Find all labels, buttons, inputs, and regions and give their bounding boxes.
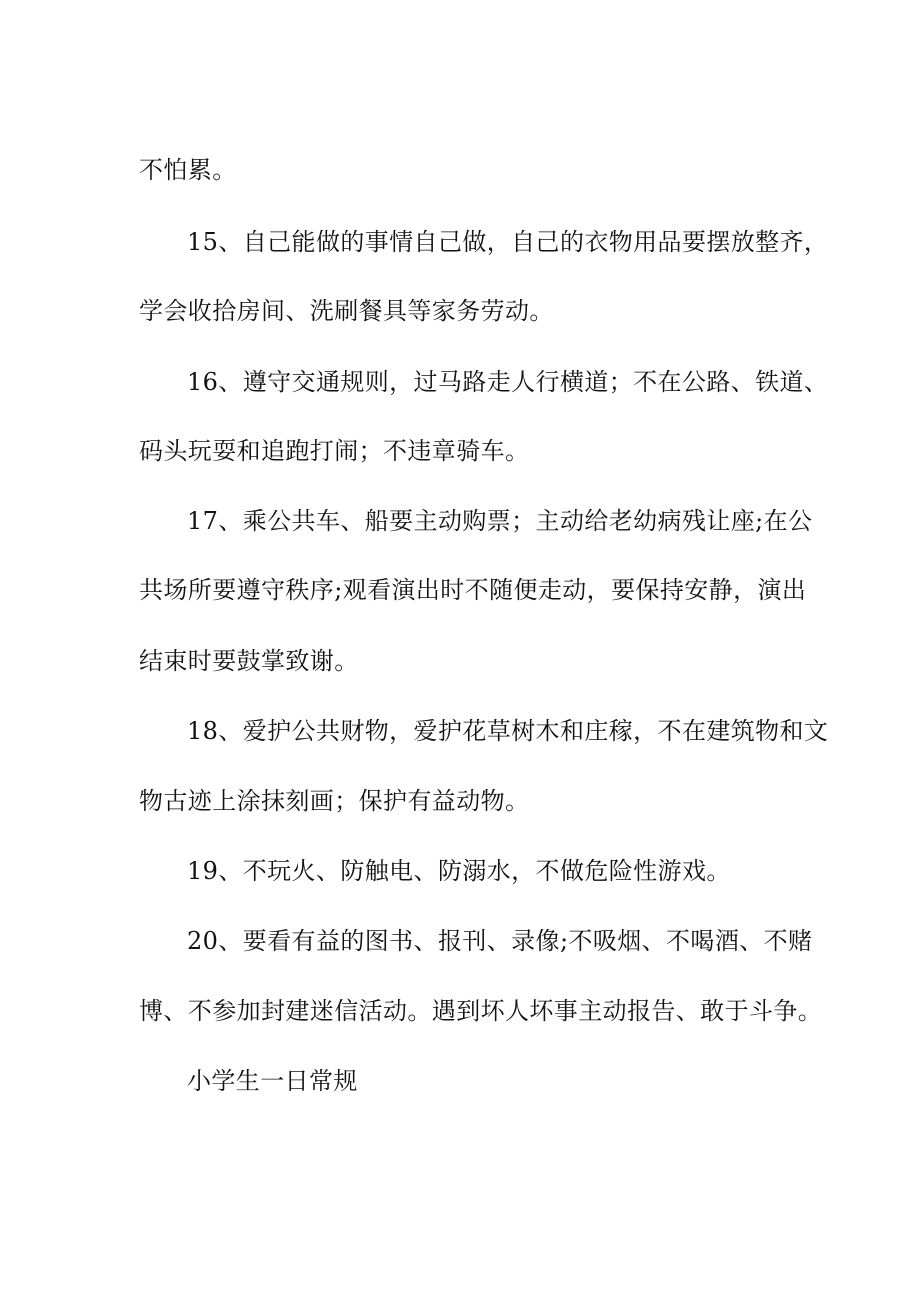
rule-17-line-2: 共场所要遵守秩序;观看演出时不随便走动，要保持安静，演出	[139, 576, 807, 604]
rule-16-line-1: 16、遵守交通规则，过马路走人行横道；不在公路、铁道、	[187, 368, 829, 396]
rule-15-line-1: 15、自己能做的事情自己做，自己的衣物用品要摆放整齐，	[187, 228, 829, 256]
rule-20-line-1: 20、要看有益的图书、报刊、录像;不吸烟、不喝酒、不赌	[187, 927, 813, 955]
rule-18-line-2: 物古迹上涂抹刻画；保护有益动物。	[139, 787, 530, 815]
rule-18-line-1: 18、爱护公共财物，爱护花草树木和庄稼，不在建筑物和文	[187, 717, 829, 745]
rule-15-line-2: 学会收拾房间、洗刷餐具等家务劳动。	[139, 297, 554, 325]
rule-19-line-1: 19、不玩火、防触电、防溺水，不做危险性游戏。	[187, 857, 731, 885]
rule-17-line-3: 结束时要鼓掌致谢。	[139, 647, 359, 675]
section-heading: 小学生一日常规	[187, 1067, 358, 1095]
rule-20-line-2: 博、不参加封建迷信活动。遇到坏人坏事主动报告、敢于斗争。	[139, 997, 823, 1025]
rule-17-line-1: 17、乘公共车、船要主动购票；主动给老幼病残让座;在公	[187, 507, 813, 535]
rule-16-line-2: 码头玩耍和追跑打闹；不违章骑车。	[139, 437, 530, 465]
text-line-continuation: 不怕累。	[139, 156, 237, 184]
